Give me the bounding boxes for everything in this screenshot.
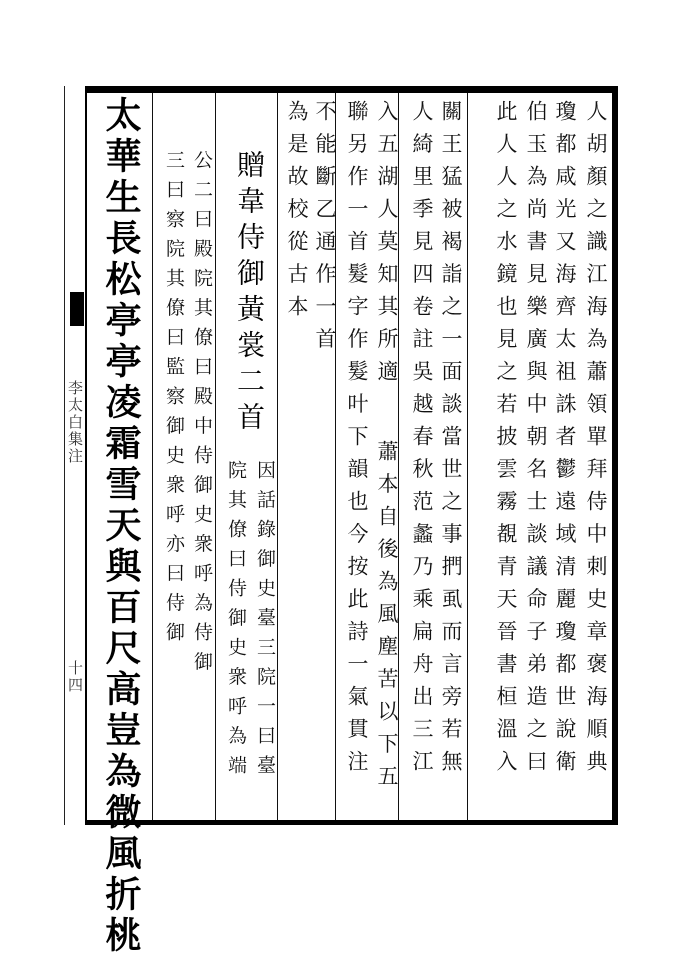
column-rule [152,93,153,820]
frame-bottom-border [84,820,618,825]
frame-right-border [612,86,618,825]
text-column-8: 聯另作一首髮字作髮叶下韻也今按此詩一氣貫注 [345,100,369,783]
text-column-7a: 入五湖人莫知其所適 [375,100,399,393]
margin-page-number: 十四 [66,660,84,694]
text-column-1: 人胡顏之識江海為蕭領單拜侍中刺史章褒海順典 [584,100,608,783]
poem-text-large: 太華生長松亭亭凌霜雪天與百尺高豈為微風折桃 [100,96,142,957]
title-note-3: 公二曰殿院其僚曰殿中侍御史衆呼為侍御 [191,150,213,681]
title-note-4: 三曰察院其僚曰監察御史衆呼亦曰侍御 [163,150,185,652]
text-column-9: 不能斷乙通作一首 [313,100,337,360]
text-column-4: 此人人之水鏡也見之若披雲霧覩青天晉書桓溫入 [494,100,518,783]
margin-book-title: 李太白集注 [66,380,84,465]
text-column-5: 關王猛被褐詣之一面談當世之事捫虱而言旁若無 [439,100,463,783]
text-column-2: 瓊都咸光又海齊太祖誅者鬱遠域清麗瓊都世說衛 [553,100,577,783]
column-rule [467,93,468,820]
text-column-6: 人綺里季見四卷註吳越春秋范蠡乃乘扁舟出三江 [410,100,434,783]
text-column-10: 為是故校從古本 [285,100,309,328]
text-column-3: 伯玉為尚書見樂廣與中朝名士談議命子弟造之曰 [524,100,548,783]
poem-title: 贈韋侍御黃裳二首 [233,150,266,438]
text-column-7b: 蕭本自後為風塵苦以下五 [375,440,399,798]
title-note-1: 因話錄御史臺三院一曰臺 [254,460,276,785]
frame-top-border [84,86,618,93]
title-note-2: 院其僚曰侍御史衆呼為端 [225,460,247,785]
fishtail-mark [70,292,84,326]
